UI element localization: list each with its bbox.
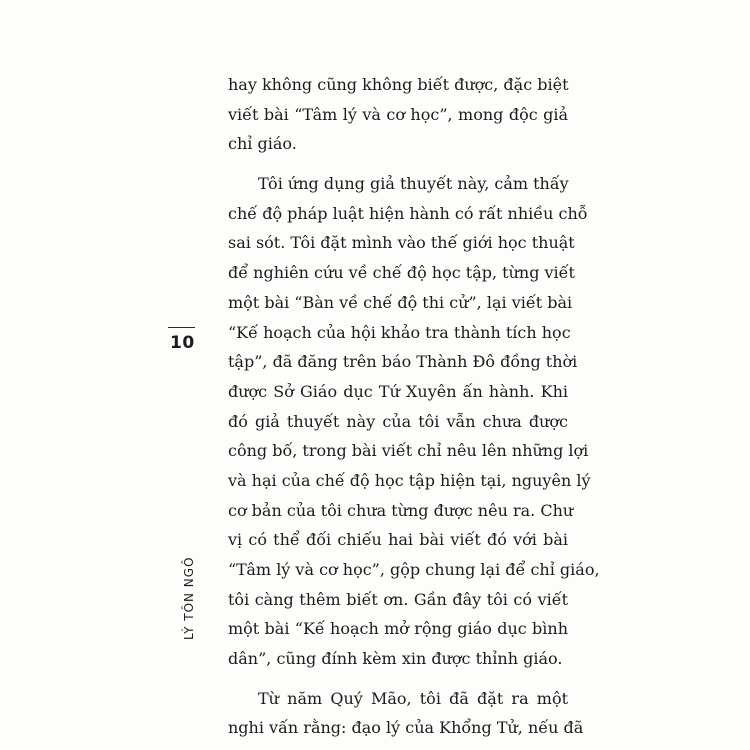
page-number: 10 [170, 333, 195, 353]
paragraph [228, 169, 600, 674]
text-line: chỉ giáo. [228, 134, 297, 154]
text-line: công bố, trong bài viết chỉ nêu lên những lợi [228, 441, 589, 461]
text-line: và hại của chế độ học tập hiện tại, nguyên lý [228, 470, 591, 490]
text-line: đó giả thuyết này của tôi vẫn chưa được [228, 411, 568, 431]
text-line: viết bài “Tâm lý và cơ học”, mong độc giả [228, 104, 568, 124]
text-line: “Kế hoạch của hội khảo tra thành tích học [228, 322, 571, 342]
text-line: nghi vấn rằng: đạo lý của Khổng Tử, nếu đã [228, 718, 584, 738]
text-line: tập”, đã đăng trên báo Thành Đô đồng thời [228, 352, 578, 372]
text-line: một bài “Bàn về chế độ thi cử”, lại viết bài [228, 292, 573, 312]
text-line: vị có thể đối chiếu hai bài viết đó với bài [228, 530, 568, 550]
running-author: LÝ TÔN NGÔ [182, 556, 196, 640]
text-line: được Sở Giáo dục Tứ Xuyên ấn hành. Khi [228, 381, 568, 401]
text-line: dân”, cũng đính kèm xin được thỉnh giáo. [228, 649, 563, 669]
text-line: sai sót. Tôi đặt mình vào thế giới học thuật [228, 233, 575, 253]
text-line: chế độ pháp luật hiện hành có rất nhiều chỗ [228, 203, 588, 223]
text-line: hay không cũng không biết được, đặc biệt [228, 75, 569, 94]
text-line: một bài “Kế hoạch mở rộng giáo dục bình [228, 619, 568, 639]
paragraph [228, 684, 584, 743]
paragraph [228, 70, 568, 159]
text-line: cơ bản của tôi chưa từng được nêu ra. Chư [228, 500, 574, 520]
page-number-rule [168, 327, 195, 328]
text-line: “Tâm lý và cơ học”, gộp chung lại để chỉ giáo, [228, 560, 600, 579]
text-line: Từ năm Quý Mão, tôi đã đặt ra một [258, 688, 568, 708]
body-text [228, 70, 600, 743]
text-line: Tôi ứng dụng giả thuyết này, cảm thấy [258, 174, 569, 194]
text-line: để nghiên cứu về chế độ học tập, từng viết [228, 263, 575, 283]
text-line: tôi càng thêm biết ơn. Gần đây tôi có viết [228, 589, 568, 609]
